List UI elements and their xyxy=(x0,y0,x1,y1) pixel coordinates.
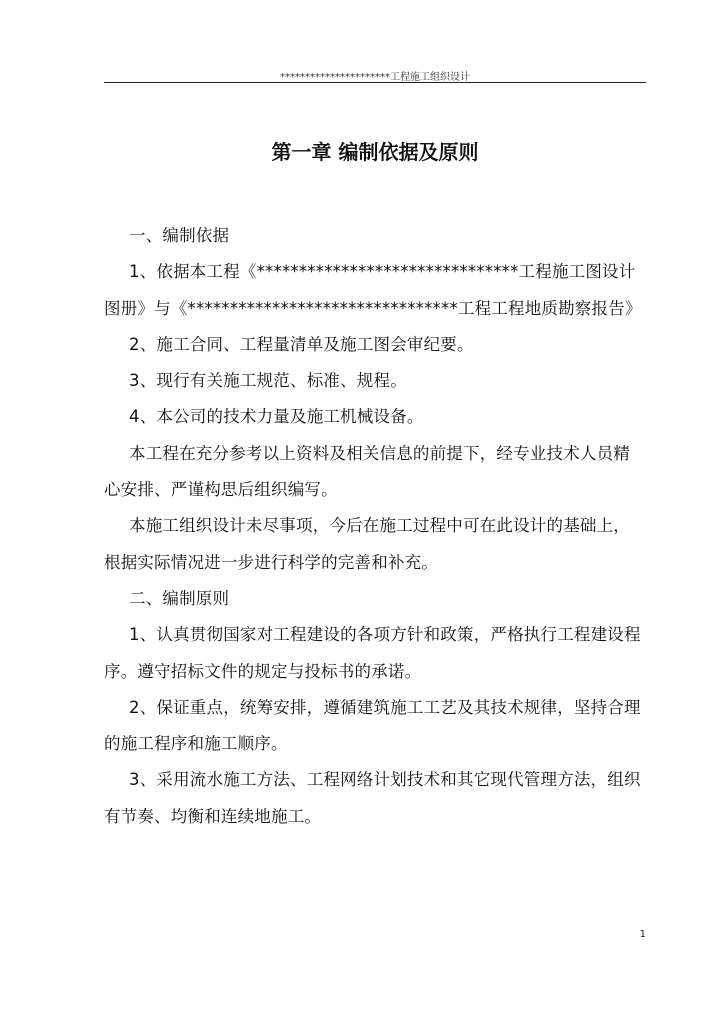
paragraph-basis-4: 4、本公司的技术力量及施工机械设备。 xyxy=(129,407,424,427)
section-heading-basis: 一、编制依据 xyxy=(129,226,230,245)
paragraph-principle-1: 1、认真贯彻国家对工程建设的各项方针和政策，严格执行工程建设程序。遵守招标文件的规定与投标书的承诺。 xyxy=(104,625,641,681)
document-body xyxy=(104,218,644,835)
chapter-title: 第一章 编制依据及原则 xyxy=(271,140,479,164)
paragraph-principle-2: 2、保证重点，统筹安排，遵循建筑施工工艺及其技术规律，坚持合理的施工程序和施工顺序。 xyxy=(104,697,641,754)
header-divider xyxy=(104,82,646,83)
paragraph-principle-3: 3、采用流水施工方法、工程网络计划技术和其它现代管理方法，组织有节奏、均衡和连续地施工。 xyxy=(104,770,641,826)
page-number: 1 xyxy=(639,929,646,940)
header-title: **********************工程施工组织设计 xyxy=(280,72,470,83)
paragraph-preparation: 本工程在充分参考以上资料及相关信息的前提下，经专业技术人员精心安排、严谨构思后组织编写。 xyxy=(104,443,630,500)
section-heading-principles: 二、编制原则 xyxy=(129,588,230,608)
paragraph-supplement: 本施工组织设计未尽事项，今后在施工过程中可在此设计的基础上，根据实际情况进一步进行科学的完善和补充。 xyxy=(104,516,630,572)
paragraph-basis-1: 1、依据本工程《*******************************工程施工图设计图册》与《********************************工程工程地质勘察报告》 xyxy=(104,262,642,318)
paragraph-basis-3: 3、现行有关施工规范、标准、规程。 xyxy=(129,371,407,391)
paragraph-basis-2: 2、施工合同、工程量清单及施工图会审纪要。 xyxy=(129,334,474,354)
